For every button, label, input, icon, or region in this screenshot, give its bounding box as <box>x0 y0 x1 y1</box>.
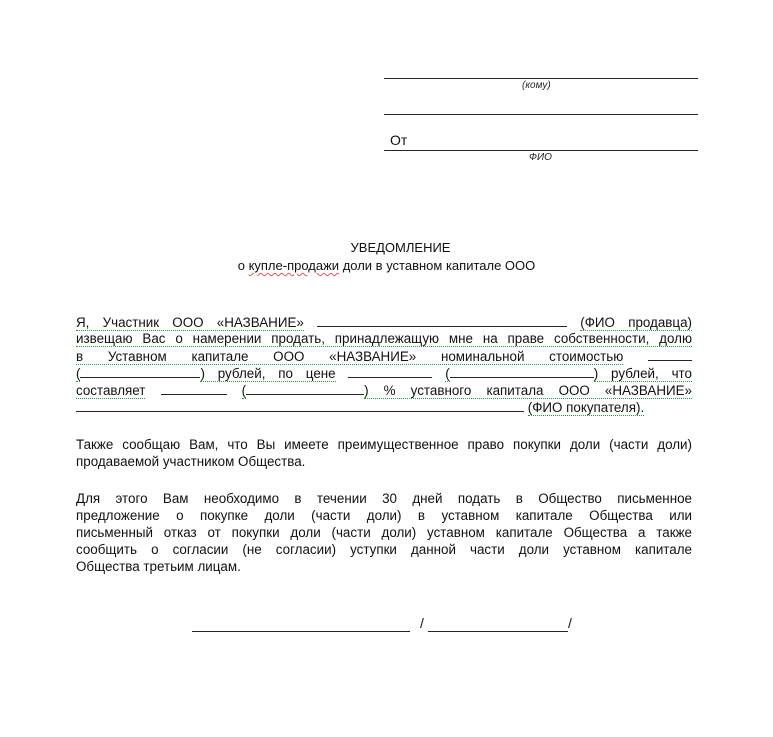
instructions-paragraph <box>76 490 692 575</box>
p1-l4-text2: ) рублей, что <box>593 366 692 381</box>
notice-paragraph <box>76 313 692 415</box>
to-caption: (кому) <box>522 80 551 91</box>
seller-name-field[interactable] <box>317 313 567 327</box>
subtitle-prefix: о <box>237 258 249 273</box>
signature-line[interactable] <box>192 631 410 632</box>
from-line[interactable] <box>384 150 698 151</box>
p1-l4-text: ) рублей, по цене <box>200 366 336 381</box>
from-label: От <box>390 132 408 148</box>
nominal-value-field[interactable] <box>648 347 692 361</box>
p1-l5-open: ( <box>241 383 247 398</box>
p1-line-4 <box>76 364 692 381</box>
p1-l5-rest: ) % уставного капитала ООО «НАЗВАНИЕ» <box>364 383 692 398</box>
p1-l5-text: составляет <box>76 383 146 398</box>
p1-l6-caption: (ФИО покупателя). <box>527 400 645 415</box>
document-title: УВЕДОМЛЕНИЕ <box>350 240 451 255</box>
preemptive-right-paragraph <box>76 436 692 470</box>
p1-l1-text: Я, Участник ООО «НАЗВАНИЕ» <box>76 315 304 330</box>
price-field[interactable] <box>348 364 432 378</box>
nominal-words-field[interactable] <box>80 364 200 378</box>
p1-line-3 <box>76 347 692 364</box>
p1-l1-caption: (ФИО продавца) <box>580 315 692 330</box>
subtitle-rest: доли в уставном капитале ООО <box>339 258 536 273</box>
p1-line-5 <box>76 381 692 398</box>
p1-l4-open: ( <box>76 366 81 381</box>
buyer-name-field[interactable] <box>76 398 524 412</box>
price-words-field[interactable] <box>450 364 594 378</box>
signature-end: / <box>568 615 572 631</box>
p3-line-2: предложение о покупке доли (части доли) в уставном капитале Общества или <box>76 508 692 523</box>
p1-line-2 <box>76 330 692 347</box>
p1-l2-text: извещаю Вас о намерении продать, принадлежащую мне на праве собственности, долю <box>76 331 692 346</box>
p3-line-1: Для этого Вам необходимо в течении 30 дней подать в Общество письменное <box>76 491 692 506</box>
p2-line-2: продаваемой участником Общества. <box>76 454 306 469</box>
p2-line-1: Также сообщаю Вам, что Вы имеете преимущественное право покупки доли (части доли) <box>76 437 692 452</box>
fio-caption: ФИО <box>529 152 552 163</box>
p1-l4-open2: ( <box>445 366 450 381</box>
p3-line-4: сообщить о согласии (не согласии) уступки данной части доли уставном капитале <box>76 542 692 557</box>
signature-separator: / <box>420 615 424 631</box>
signature-name-line[interactable] <box>428 631 568 632</box>
p3-line-5: Общества третьим лицам. <box>76 559 241 574</box>
to-line[interactable] <box>384 78 698 79</box>
p1-line-1 <box>76 313 692 330</box>
p1-l3-text: в Уставном капитале ООО «НАЗВАНИЕ» номинальной стоимостью <box>76 349 624 364</box>
percent-field[interactable] <box>161 381 227 395</box>
document-subtitle <box>0 258 773 273</box>
p1-line-6 <box>76 398 692 415</box>
subtitle-word: купле-продажи <box>248 258 340 273</box>
to-line-2[interactable] <box>384 114 698 115</box>
p3-line-3: письменный отказ от покупки доли (части доли) уставном капитале Общества а также <box>76 525 692 540</box>
percent-words-field[interactable] <box>246 381 364 395</box>
